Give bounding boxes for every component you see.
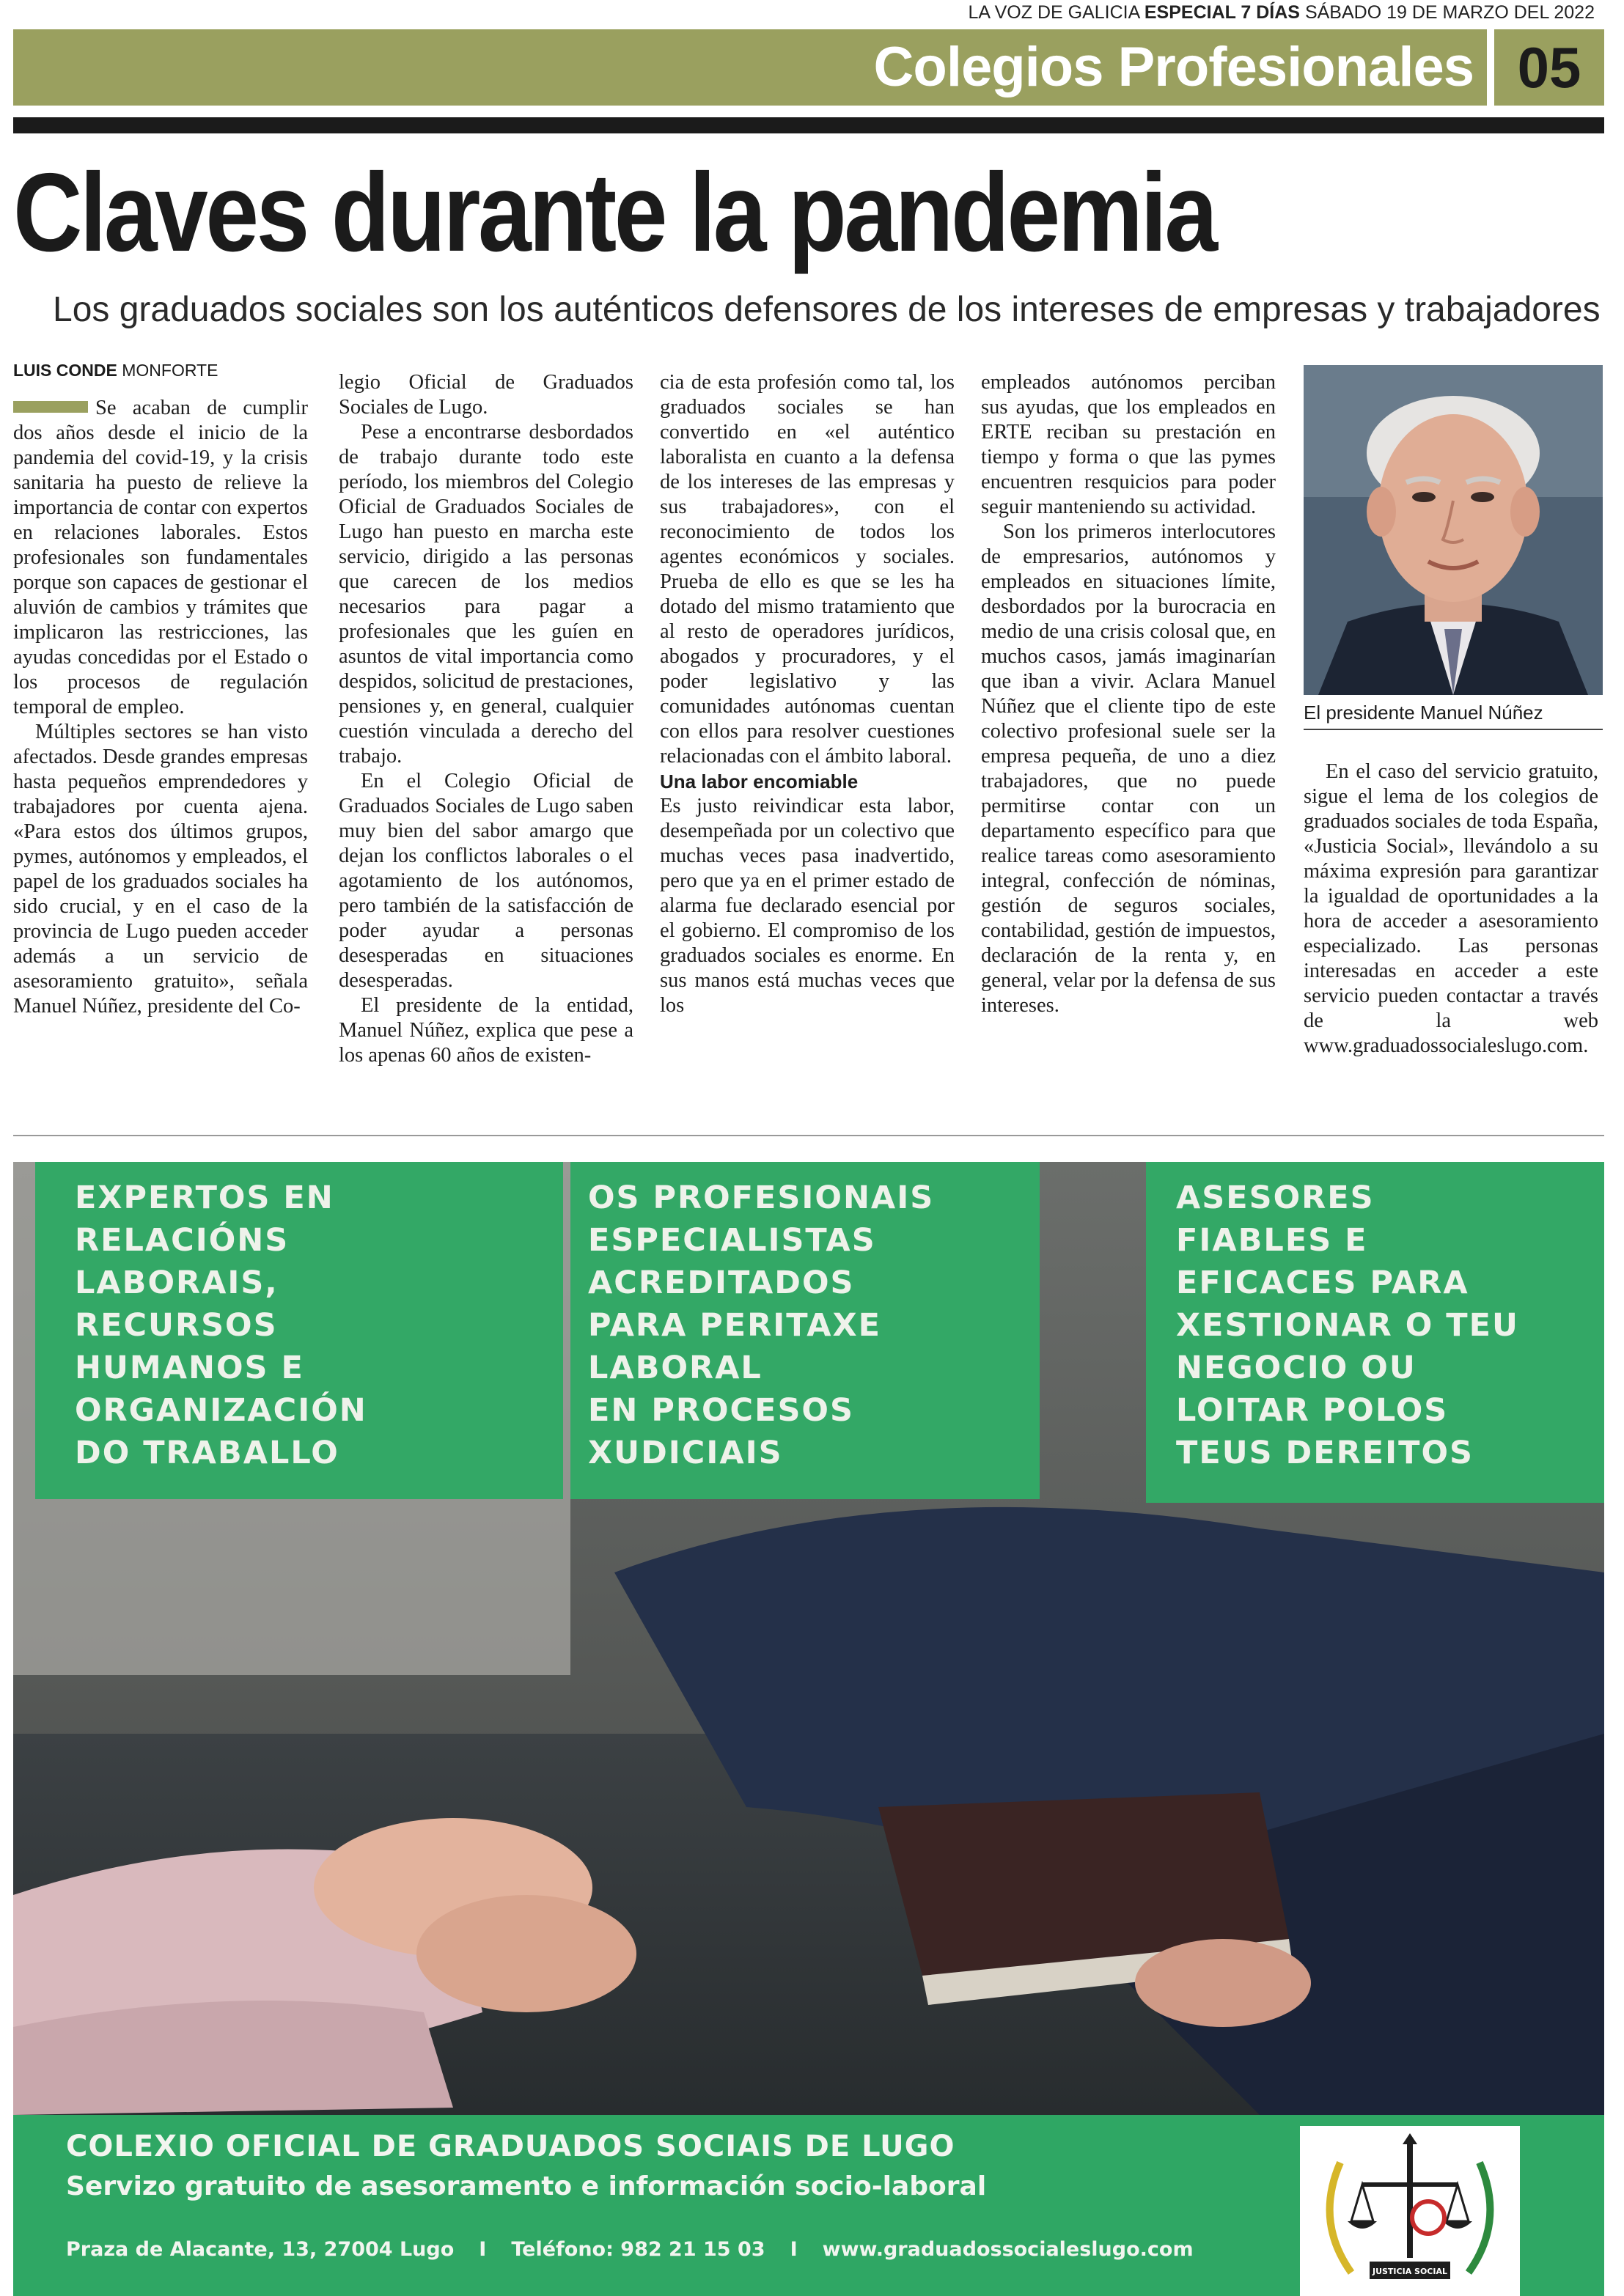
ad-phone: Teléfono: 982 21 15 03 <box>511 2238 765 2261</box>
paragraph: En el Colegio Oficial de Graduados Sociales de Lugo saben muy bien del sabor amargo que dejan los conflictos laborales o el agotamiento de los autónomos, pero también de la satisfacción de poder ayudar a personas desesperadas en situaciones desesperadas. <box>339 770 633 992</box>
page-header <box>0 0 1624 25</box>
justicia-social-logo <box>1300 2126 1520 2296</box>
ad-box-2-text <box>588 1177 934 1474</box>
caption-rule <box>1304 729 1603 730</box>
ad-separator-bar: I <box>790 2238 798 2261</box>
scales-of-justice-icon <box>1300 2126 1520 2296</box>
ad-separator <box>13 1135 1604 1136</box>
paper-name: LA VOZ DE GALICIA <box>968 2 1139 23</box>
page-number: 05 <box>1517 35 1581 100</box>
ad-line: XUDICIAIS <box>588 1435 783 1471</box>
paragraph: Es justo reivindicar esta labor, desempeñada por un colectivo que muchas veces pasa inadvertido, pero que ya en el primer estado de alarma fue declarado esencial por el gobierno. El compromiso de los graduados sociales es enorme. En sus manos está muchas veces que los <box>660 795 955 1017</box>
ad-line: FIABLES E <box>1176 1222 1368 1259</box>
ad-box-1-text <box>75 1177 367 1474</box>
supplement-name: ESPECIAL 7 DÍAS <box>1144 2 1300 23</box>
ad-line: HUMANOS E <box>75 1350 304 1386</box>
ad-address: Praza de Alacante, 13, 27004 Lugo <box>66 2238 455 2261</box>
ad-line: EN PROCESOS <box>588 1392 854 1429</box>
article-column-1 <box>13 396 308 1019</box>
ad-line: RECURSOS <box>75 1307 278 1344</box>
paragraph: Son los primeros interlocutores de empresarios, autónomos y empleados en situaciones límite, desbordados por la burocracia en medio de una crisis colosal que, en muchos casos, jamás imaginarían que iban a vivir. Aclara Manuel Núñez que el cliente tipo de este colectivo profesional suele ser la empresa pequeña, de uno a diez trabajadores, que no puede permitirse contar con un departamento específico para que realice tareas como asesoramiento integral, confección de nóminas, gestión de seguros sociales, contabilidad, gestión de impuestos, declaración de la renta y, en general, velar por la defensa de sus intereses. <box>981 520 1276 1017</box>
article-subhead: Los graduados sociales son los auténticos defensores de los intereses de empresas y trabajadores <box>53 290 1601 329</box>
ad-line: LABORAIS, <box>75 1265 279 1301</box>
header-rule <box>13 117 1604 133</box>
ad-contact-line <box>66 2238 1194 2261</box>
ad-line: NEGOCIO OU <box>1176 1350 1417 1386</box>
ad-line: DO TRABALLO <box>75 1435 339 1471</box>
paragraph: cia de esta profesión como tal, los graduados sociales se han convertido en «el auténtico laboralista en cuanto a la defensa de los intereses de las empresas y sus trabajadores», con el reconocimiento de todos los agentes económicos y sociales. Prueba de ello es que se les ha dotado del mismo tratamiento que al resto de operadores jurídicos, abogados y procuradores, y el poder legislativo y las comunidades autónomas cuentan con ellos para resolver cuestiones relacionadas con el ámbito laboral. <box>660 371 955 768</box>
ad-line: EFICACES PARA <box>1176 1265 1469 1301</box>
author-name: LUIS CONDE <box>13 361 117 380</box>
advertisement <box>13 1162 1604 2296</box>
paragraph: Se acaban de cumplir dos años desde el inicio de la pandemia del covid-19, y la crisis sanitaria ha puesto de relieve la importancia de contar con expertos en relaciones laborales. Estos profesionales son fundamentales porque son capaces de gestionar el aluvión de cambios y trámites que implicaron las restricciones, las ayudas concedidas por el Estado o los procesos de regulación temporal de empleo. <box>13 397 308 718</box>
ad-line: LABORAL <box>588 1350 763 1386</box>
paragraph: El presidente de la entidad, Manuel Núñez, explica que pese a los apenas 60 años de existen- <box>339 994 633 1067</box>
ad-box-3-text <box>1176 1177 1519 1474</box>
paragraph: Pese a encontrarse desbordados de trabajo durante todo este período, los miembros del Colegio Oficial de Graduados Sociales de Lugo han puesto en marcha este servicio, dirigido a las personas que carecen de los medios necesarios para pagar a profesionales que les guíen en asuntos de vital importancia como despidos, solicitud de prestaciones, pensiones y, en general, cualquier cuestión vinculada a derecho del trabajo. <box>339 421 633 768</box>
article-column-4 <box>981 370 1276 1018</box>
ad-title: COLEXIO OFICIAL DE GRADUADOS SOCIAIS DE LUGO <box>66 2130 955 2163</box>
ad-separator-bar: I <box>479 2238 487 2261</box>
paragraph: empleados autónomos perciban sus ayudas, que los empleados en ERTE reciban su prestación en tiempo y forma o que las pymes encuentren resquicios para poder seguir manteniendo su actividad. <box>981 371 1276 518</box>
article-column-5 <box>1304 759 1598 1059</box>
ad-line: RELACIÓNS <box>75 1222 290 1259</box>
paragraph: Múltiples sectores se han visto afectados. Desde grandes empresas hasta pequeños emprendedores y trabajadores por cuenta ajena. «Para estos dos últimos grupos, pymes, autónomos y empleados, el papel de los graduados sociales ha sido crucial, y en el caso de la provincia de Lugo pueden acceder además a un servicio de asesoramiento gratuito», señala Manuel Núñez, presidente del Co- <box>13 721 308 1018</box>
portrait-photo <box>1304 365 1603 695</box>
ad-line: ESPECIALISTAS <box>588 1222 876 1259</box>
ad-line: EXPERTOS EN <box>75 1180 334 1216</box>
ad-line: ACREDITADOS <box>588 1265 855 1301</box>
ad-line: XESTIONAR O TEU <box>1176 1307 1519 1344</box>
ad-subtitle: Servizo gratuito de asesoramento e información socio-laboral <box>66 2171 987 2201</box>
ad-line: OS PROFESIONAIS <box>588 1180 935 1216</box>
paragraph: legio Oficial de Graduados Sociales de Lugo. <box>339 371 633 419</box>
ad-line: ASESORES <box>1176 1180 1375 1216</box>
article-column-3 <box>660 370 955 1018</box>
byline <box>13 361 218 380</box>
portrait-illustration <box>1304 365 1603 695</box>
article-subtitle: Una labor encomiable <box>660 770 859 792</box>
ad-line: PARA PERITAXE <box>588 1307 882 1344</box>
section-title: Colegios Profesionales <box>873 36 1474 98</box>
author-location: MONFORTE <box>122 361 218 380</box>
article-headline: Claves durante la pandemia <box>13 150 1216 275</box>
ad-line: TEUS DEREITOS <box>1176 1435 1474 1471</box>
logo-label: JUSTICIA SOCIAL <box>1372 2267 1448 2276</box>
ad-website: www.graduadossocialeslugo.com <box>822 2238 1194 2261</box>
ad-line: LOITAR POLOS <box>1176 1392 1449 1429</box>
ad-line: ORGANIZACIÓN <box>75 1392 367 1429</box>
issue-date: SÁBADO 19 DE MARZO DEL 2022 <box>1304 2 1595 23</box>
paragraph: En el caso del servicio gratuito, sigue el lema de los colegios de graduados sociales de toda España, «Justicia Social», llevándolo a su máxima expresión para garantizar la igualdad de oportunidades a la hora de acceder a asesoramiento especializado. Las personas interesadas en acceder a este servicio pueden contactar a través de la web www.graduadossocialeslugo.com. <box>1304 760 1598 1057</box>
article-column-2 <box>339 370 633 1068</box>
photo-caption: El presidente Manuel Núñez <box>1304 702 1543 724</box>
